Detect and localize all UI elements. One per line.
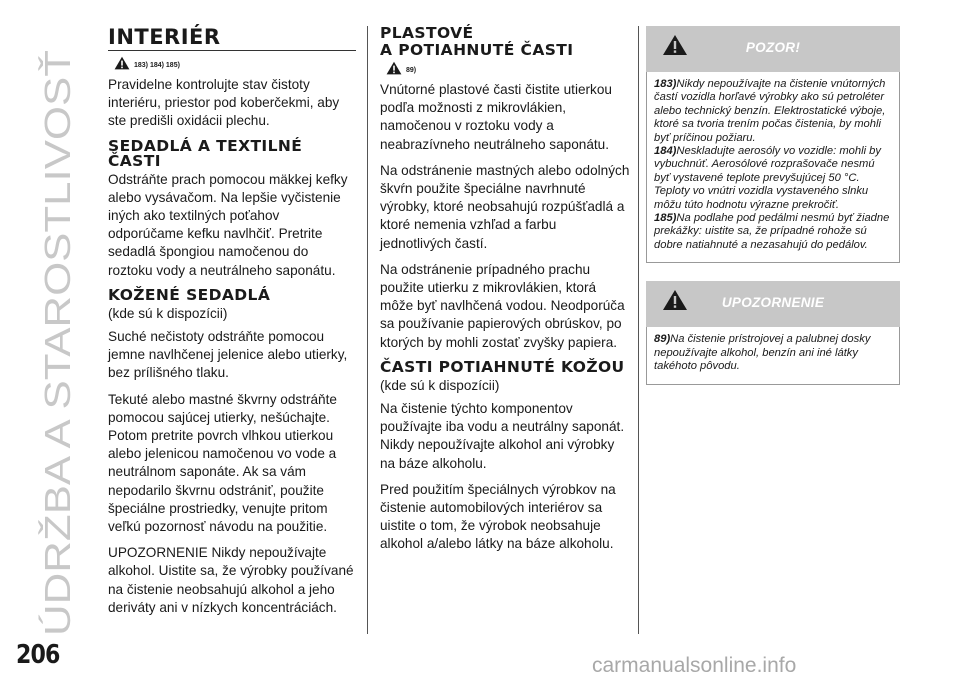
warning-item-number: 183) bbox=[654, 78, 677, 90]
notice-box-body bbox=[646, 327, 900, 384]
warning-triangle-icon bbox=[386, 61, 402, 75]
heading-plastic-parts-line2: A POTIAHNUTÉ ČASTI bbox=[380, 41, 574, 59]
notice-box-header bbox=[646, 281, 900, 327]
column-warnings bbox=[646, 26, 900, 385]
warning-reference-row bbox=[114, 55, 356, 70]
warning-item-text: Na podlahe pod pedálmi nesmú byť žiadne prekážky: uistite sa, že prípadné rohože sú dobre natiahnuté a nezasahujú do pedálov. bbox=[654, 212, 890, 251]
notice-item bbox=[654, 333, 893, 373]
plastic-parts-text-3: Na odstránenie prípadného prachu použite utierku z mikrovlákien, ktorá môže byť navlhčená vodou. Neodporúča sa používanie papierových obrúskov, po ktorých by mohli zostať zvyšky papiera. bbox=[380, 261, 625, 350]
notice-item-number: 89) bbox=[654, 333, 671, 346]
heading-leather-covered-parts: ČASTI POTIAHNUTÉ KOŽOU bbox=[380, 357, 625, 376]
section-title-interior: INTERIÉR bbox=[108, 26, 356, 51]
page-number: 206 bbox=[16, 640, 60, 670]
heading-leather-seats: KOŽENÉ SEDADLÁ bbox=[108, 285, 271, 304]
interior-intro-text: Pravidelne kontrolujte stav čistoty interiéru, priestor pod koberčekmi, aby ste predišli oxidácii plechu. bbox=[108, 77, 340, 129]
warning-triangle-icon bbox=[114, 56, 130, 70]
leather-parts-text-1: Na čistenie týchto komponentov používajte iba vodu a neutrálny saponát. Nikdy nepoužívajte alkohol ani výrobky na báze alkoholu. bbox=[380, 401, 625, 471]
warning-item-text: Nikdy nepoužívajte na čistenie vnútorných častí vozidla horľavé výrobky ako sú petroléter alebo technický benzín. Elektrostatické výboje, ktoré sa tvoria trením počas čistenia, by mohli byť príčinou požiaru. bbox=[654, 78, 886, 144]
leather-parts-availability: (kde sú k dispozícii) bbox=[380, 377, 500, 393]
warning-item-number: 185) bbox=[654, 212, 677, 225]
leather-seats-text-1: Suché nečistoty odstráňte pomocou jemne navlhčenej jelenice alebo utierky, bez prílišného tlaku. bbox=[108, 329, 348, 381]
seats-textiles-text: Odstráňte prach pomocou mäkkej kefky alebo vysávačom. Na lepšie vyčistenie iných ako textilných poťahov odporúčame kefku navlhčiť. Pretrite sedadlá špongiou namočenou do roztoku vody a neutrálneho saponátu. bbox=[108, 171, 348, 278]
warning-box bbox=[646, 26, 900, 263]
warning-item-text: Neskladujte aerosóly vo vozidle: mohli by vybuchnúť. Aerosólové rozprašovače nesmú byť vystavené teplote prevyšujúcej 50 °C. Teploty vo vnútri vozidla vystaveného slnku môžu túto hodnotu výrazne prekročiť. bbox=[654, 145, 881, 211]
side-section-title bbox=[26, 40, 78, 640]
side-section-title-text: ÚDRŽBA A STAROSTLIVOSŤ bbox=[37, 154, 78, 636]
column-plastic-parts bbox=[380, 26, 630, 562]
warning-item bbox=[654, 212, 893, 252]
warning-box-title: POZOR! bbox=[745, 40, 801, 55]
warning-item-number: 184) bbox=[654, 145, 677, 158]
notice-item-text: Na čistenie prístrojovej a palubnej dosky nepoužívajte alkohol, benzín ani iné látky takéhoto pôvodu. bbox=[654, 333, 871, 373]
notice-box bbox=[646, 281, 900, 384]
notice-box-title: UPOZORNENIE bbox=[721, 295, 825, 311]
heading-plastic-parts-line1: PLASTOVÉ bbox=[380, 24, 474, 42]
column-interior bbox=[108, 26, 356, 625]
leather-seats-text-2: Tekuté alebo mastné škvrny odstráňte pomocou sajúcej utierky, nešúchajte. Potom pretrite povrch vlhkou utierkou alebo jelenicou namočenou vo vode a neutrálnom saponáte. Ak sa vám nepodarilo škvrnu odstrániť, použite špeciálne prostriedky, venujte pritom veľkú pozornosť návodu na použitie. bbox=[108, 391, 337, 535]
warning-box-header bbox=[646, 26, 900, 72]
plastic-parts-text-1: Vnútorné plastové časti čistite utierkou podľa možnosti z mikrovlákien, namočenou v roztoku vody a neabrazívneho neutrálneho saponátu. bbox=[380, 82, 612, 152]
warning-refs: 183) 184) 185) bbox=[134, 62, 180, 69]
watermark: carmanualsonline.info bbox=[592, 654, 797, 677]
plastic-parts-text-2: Na odstránenie mastných alebo odolných škvŕn použite špeciálne navrhnuté výrobky, ktoré neobsahujú rozpúšťadlá a ktoré nemenia vzhľad a farbu jednotlivých častí. bbox=[380, 162, 630, 251]
notice-reference-row bbox=[386, 60, 630, 75]
warning-item bbox=[654, 78, 893, 145]
warning-item bbox=[654, 145, 893, 212]
warning-box-body bbox=[646, 72, 900, 263]
leather-parts-text-2: Pred použitím špeciálnych výrobkov na čistenie automobilových interiérov sa uistite o tom, že výrobok neobsahuje alkohol a/alebo látky na báze alkoholu. bbox=[380, 481, 616, 552]
column-divider bbox=[367, 26, 368, 634]
column-divider bbox=[638, 26, 639, 634]
heading-seats-textiles: SEDADLÁ A TEXTILNÉ ČASTI bbox=[108, 136, 303, 170]
leather-seats-notice: UPOZORNENIE Nikdy nepoužívajte alkohol. Uistite sa, že výrobky používané na čistenie neobsahujú alkohol a jeho deriváty ani v nízkych koncentráciách. bbox=[108, 545, 354, 615]
notice-refs: 89) bbox=[406, 67, 417, 74]
leather-seats-availability: (kde sú k dispozícii) bbox=[108, 305, 228, 321]
